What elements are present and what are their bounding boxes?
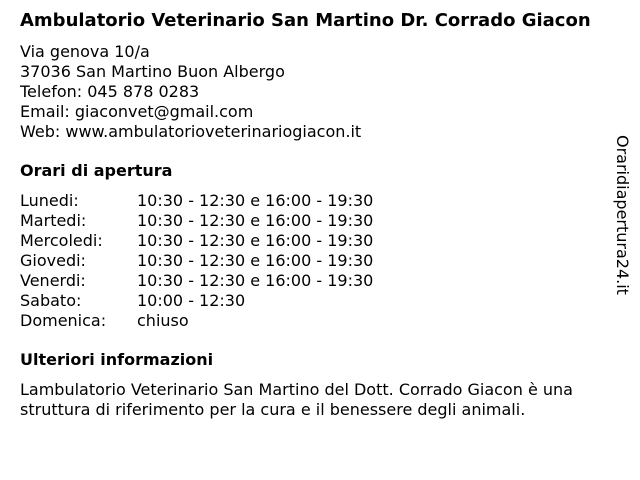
time-value: 10:30 - 12:30 e 16:00 - 19:30 <box>137 251 374 270</box>
time-value: 10:30 - 12:30 e 16:00 - 19:30 <box>137 191 374 210</box>
time-value: chiuso <box>137 311 189 330</box>
hours-row <box>20 211 610 231</box>
hours-row <box>20 191 610 211</box>
contact-block <box>20 42 610 142</box>
address-street: Via genova 10/a <box>20 42 150 61</box>
day-label: Lunedi: <box>20 191 79 210</box>
email-text: Email: giaconvet@gmail.com <box>20 102 254 121</box>
hours-row <box>20 251 610 271</box>
business-title: Ambulatorio Veterinario San Martino Dr. Corrado Giacon <box>20 10 591 31</box>
day-label: Martedi: <box>20 211 87 230</box>
brand-watermark-text: Oraridiapertura24.it <box>613 135 632 295</box>
opening-hours-table <box>20 191 610 331</box>
web-text: Web: www.ambulatorioveterinariogiacon.it <box>20 122 362 141</box>
phone-text: Telefon: 045 878 0283 <box>20 82 200 101</box>
time-value: 10:30 - 12:30 e 16:00 - 19:30 <box>137 231 374 250</box>
hours-row <box>20 231 610 251</box>
hours-row <box>20 271 610 291</box>
info-description: Lambulatorio Veterinario San Martino del Dott. Corrado Giacon è una struttura di riferimento per la cura e il benessere degli animali. <box>20 380 573 419</box>
business-card <box>20 10 610 420</box>
info-heading: Ulteriori informazioni <box>20 350 214 369</box>
day-label: Giovedi: <box>20 251 86 270</box>
address-city: 37036 San Martino Buon Albergo <box>20 62 285 81</box>
time-value: 10:30 - 12:30 e 16:00 - 19:30 <box>137 271 374 290</box>
hours-row <box>20 311 610 331</box>
day-label: Mercoledi: <box>20 231 103 250</box>
day-label: Sabato: <box>20 291 82 310</box>
day-label: Venerdi: <box>20 271 86 290</box>
time-value: 10:30 - 12:30 e 16:00 - 19:30 <box>137 211 374 230</box>
hours-row <box>20 291 610 311</box>
time-value: 10:00 - 12:30 <box>137 291 246 310</box>
hours-heading: Orari di apertura <box>20 161 173 180</box>
day-label: Domenica: <box>20 311 107 330</box>
